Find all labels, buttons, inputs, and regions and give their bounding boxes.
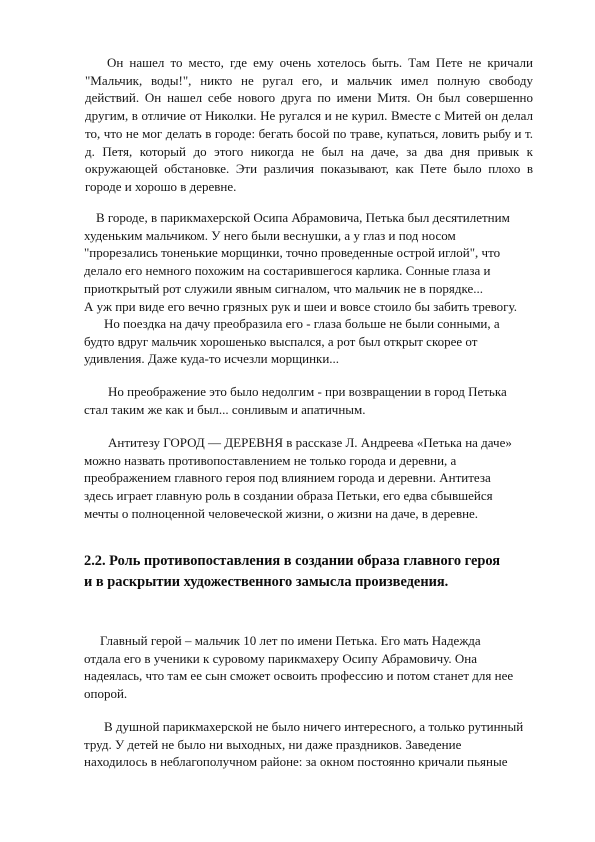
text-line: В городе, в парикмахерской Осипа Абрамовича, Петька был десятилетним bbox=[96, 210, 510, 225]
text-line: В душной парикмахерской не было ничего интересного, а только рутинный bbox=[104, 719, 524, 734]
section-heading bbox=[84, 551, 532, 593]
paragraph-main-hero bbox=[84, 632, 544, 703]
text-line: будто вдруг мальчик хорошенько выспался, а рот был открыт скорее от bbox=[84, 333, 478, 349]
text-line: здесь играет главную роль в создании образа Петьки, его едва сбывшейся bbox=[84, 488, 493, 504]
paragraph-dacha-freedom: Он нашел то место, где ему очень хотелось быть. Там Пете не кричали "Мальчик, воды!", никто не ругал его, и мальчик имел полную свободу действий. Он нашел себе нового друга по имени Митя. Он был совершенно другим, в отличие от Николки. Не ругался и не курил. Вместе с Митей он делал то, что не мог делать в городе: бегать босой по траве, купаться, ловить рыбу и т. д. Петя, который до этого никогда не был на даче, за два дня привык к окружающей обстановке. Эти различия показывают, как Пете было плохо в городе и хорошо в деревне. bbox=[85, 55, 533, 194]
text-line: "прорезались тоненькие морщинки, точно проведенные острой иглой", что bbox=[84, 245, 501, 261]
paragraph-barbershop bbox=[84, 718, 544, 771]
text-line: находилось в неблагополучном районе: за окном постоянно кричали пьяные bbox=[84, 754, 508, 770]
text-line: можно назвать противопоставлением не только города и деревни, а bbox=[84, 452, 457, 468]
paragraph-city-description bbox=[84, 209, 544, 315]
text-line: А уж при виде его вечно грязных рук и шеи и вовсе стоило бы забить тревогу. bbox=[84, 298, 517, 314]
text-line: Но поездка на дачу преобразила его - глаза больше не были сонными, а bbox=[104, 316, 500, 331]
text-line: труд. У детей не было ни выходных, ни даже праздников. Заведение bbox=[84, 736, 462, 752]
text-line: надеялась, что там ее сын сможет освоить профессию и потом станет для нее bbox=[84, 668, 514, 684]
text-line: удивления. Даже куда-то исчезли морщинки... bbox=[84, 351, 340, 367]
paragraph-return-to-city bbox=[84, 383, 544, 418]
text-line: Антитезу ГОРОД — ДЕРЕВНЯ в рассказе Л. Андреева «Петька на даче» bbox=[108, 435, 512, 450]
text-line: преображением главного героя под влиянием города и деревни. Антитеза bbox=[84, 470, 491, 486]
text-line: делало его немного похожим на состарившегося карлика. Сонные глаза и bbox=[84, 263, 491, 279]
text-line: худеньким мальчиком. У него были веснушки, а у глаз и под носом bbox=[84, 227, 456, 243]
text-line: Главный герой – мальчик 10 лет по имени Петька. Его мать Надежда bbox=[100, 633, 481, 648]
text-line: опорой. bbox=[84, 686, 128, 702]
heading-line: 2.2. Роль противопоставления в создании образа главного героя bbox=[84, 553, 501, 569]
text-line: стал таким же как и был... сонливым и апатичным. bbox=[84, 401, 366, 417]
text-line: мечты о полноценной человеческой жизни, о жизни на даче, в деревне. bbox=[84, 505, 479, 521]
text-line: отдала его в ученики к суровому парикмахеру Осипу Абрамовичу. Она bbox=[84, 650, 477, 666]
heading-line: и в раскрытии художественного замысла произведения. bbox=[84, 574, 449, 590]
paragraph-dacha-transformation bbox=[84, 315, 544, 368]
text-line: приоткрытый рот служили явным сигналом, что мальчик не в порядке... bbox=[84, 280, 483, 296]
paragraph-antithesis bbox=[84, 434, 544, 523]
text-line: Но преображение это было недолгим - при возвращении в город Петька bbox=[108, 384, 507, 399]
